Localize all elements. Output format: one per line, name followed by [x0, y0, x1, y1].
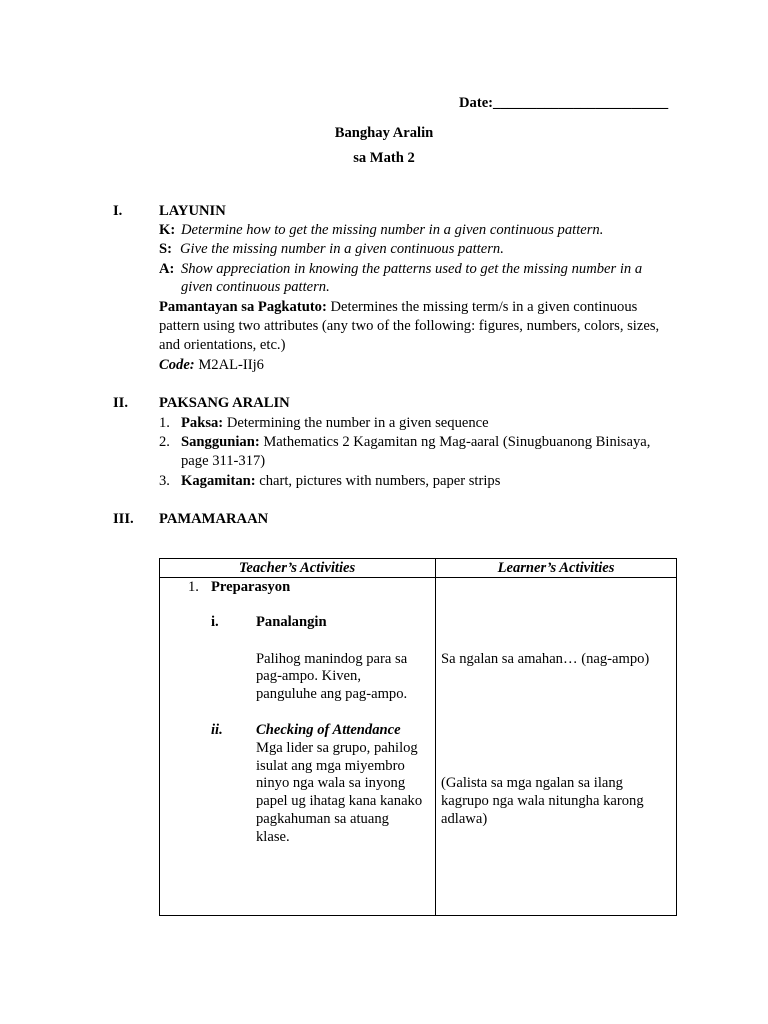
section2-numeral: II.: [113, 395, 129, 411]
learner-activities-header: Learner’s Activities: [497, 560, 615, 576]
list-item-continuation: page 311-317): [181, 453, 266, 469]
k-label: K:: [159, 222, 176, 238]
date-field: [459, 94, 668, 113]
objective-k: [159, 221, 175, 240]
section2-heading: PAKSANG ARALIN: [159, 395, 290, 411]
objective-k-text: Determine how to get the missing number in a given continuous pattern.: [181, 222, 604, 238]
sub1-label: Panalangin: [256, 614, 327, 630]
teacher-line: pag-ampo. Kiven,: [256, 668, 361, 684]
code-label: Code:: [159, 357, 195, 373]
section3-heading: PAMAMARAAN: [159, 511, 269, 527]
pamantayan-label: Pamantayan sa Pagkatuto:: [159, 299, 327, 315]
teacher-line: ninyo nga wala sa inyong: [256, 775, 406, 791]
s-label: S:: [159, 241, 172, 257]
sub1-number: i.: [211, 614, 219, 630]
section3-numeral: III.: [113, 511, 134, 527]
code-value: M2AL-IIj6: [194, 357, 264, 373]
sub2-number: ii.: [211, 722, 223, 738]
teacher-line: pagkahuman sa atuang: [256, 811, 389, 827]
list-item-num: 1.: [159, 415, 170, 431]
pamantayan-line1: Pamantayan sa Pagkatuto: Determines the missing term/s in a given continuous: [159, 299, 638, 315]
learner-response: Sa ngalan sa amahan… (nag-ampo): [441, 651, 650, 667]
learner-line: kagrupo nga wala nitungha karong: [441, 793, 644, 809]
teacher-activities-header: Teacher’s Activities: [238, 560, 356, 576]
learner-line: (Galista sa mga ngalan sa ilang: [441, 775, 623, 791]
title-line2: sa Math 2: [353, 150, 415, 166]
pamantayan-line3: and orientations, etc.): [159, 337, 286, 353]
code-line: [159, 356, 264, 375]
teacher-line: panguluhe ang pag-ampo.: [256, 686, 408, 702]
list-item: Kagamitan: chart, pictures with numbers, paper strips: [181, 473, 501, 489]
objective-s-text: Give the missing number in a given continuous pattern.: [180, 241, 504, 257]
objective-a: [159, 260, 174, 279]
objective-s: [159, 240, 172, 259]
list-item: Sanggunian: Mathematics 2 Kagamitan ng Mag-aaral (Sinugbuanong Binisaya,: [181, 434, 651, 450]
table-column-divider: [435, 559, 436, 915]
list-item: Paksa: Determining the number in a given sequence: [181, 415, 489, 431]
sub2-label: Checking of Attendance: [256, 722, 401, 738]
teacher-line: Palihog manindog para sa: [256, 651, 408, 667]
pamantayan-line2: pattern using two attributes (any two of the following: figures, numbers, colors, sizes,: [159, 318, 660, 334]
list-item-num: 2.: [159, 434, 170, 450]
teacher-line: Mga lider sa grupo, pahilog: [256, 740, 418, 756]
activities-table: [159, 558, 677, 916]
section1-heading: LAYUNIN: [159, 203, 226, 219]
learner-line: adlawa): [441, 811, 488, 827]
a-label: A:: [159, 261, 175, 277]
teacher-line: klase.: [256, 829, 290, 845]
date-label: Date:: [459, 95, 494, 111]
list-item-num: 3.: [159, 473, 170, 489]
title-line1: Banghay Aralin: [334, 125, 434, 141]
section1-numeral: I.: [113, 203, 123, 219]
objective-a-text-line2: given continuous pattern.: [181, 279, 330, 295]
step-number: 1.: [188, 579, 199, 595]
objective-a-text-line1: Show appreciation in knowing the patterns used to get the missing number in a: [181, 261, 643, 277]
teacher-line: isulat ang mga miyembro: [256, 758, 405, 774]
step-label: Preparasyon: [211, 579, 291, 595]
date-line: ________________________: [493, 95, 669, 111]
teacher-line: papel ug ihatag kana kanako: [256, 793, 423, 809]
